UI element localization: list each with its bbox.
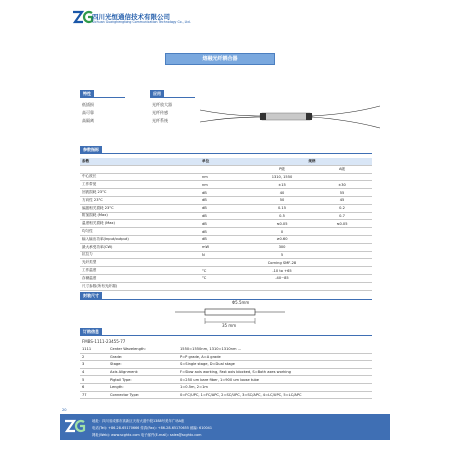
spec-cell: 1310, 1550 (252, 173, 312, 181)
ordering-cell: 4 (80, 368, 108, 376)
footer-web: 网址(Web): www.scghtx.com 电子邮件(E-mail): sales@scghtx.com (92, 433, 202, 437)
spec-cell (312, 259, 372, 267)
spec-cell: 附加损耗 (Max) (80, 212, 200, 220)
ordering-cell: 1=0.5m, 2=1m (178, 383, 372, 391)
ordering-cell: 77 (80, 391, 108, 399)
spec-cell (312, 235, 372, 243)
spec-cell: 5 (252, 251, 312, 259)
coupler-product-image (200, 96, 380, 136)
spec-cell: 55 (312, 189, 372, 197)
spec-row (80, 181, 372, 189)
ordering-table (80, 346, 372, 399)
page-title: 熔融光纤耦合器 (165, 53, 275, 65)
spec-row (80, 251, 372, 259)
spec-cell: 回波损耗 23°C (80, 189, 200, 197)
spec-cell: dB (200, 220, 252, 228)
spec-cell: dB (200, 204, 252, 212)
footer-logo (64, 418, 86, 434)
ordering-cell: Pigtail Type: (108, 376, 178, 384)
ordering-cell: S=Single stage, D=Dual stage (178, 361, 372, 369)
dimensions-label: 封装尺寸 (80, 292, 102, 299)
spec-cell (312, 282, 372, 290)
spec-cell (200, 165, 252, 173)
specs-divider (80, 153, 372, 154)
ordering-cell: Stage: (108, 361, 178, 369)
company-name-cn: 四川光恒通信技术有限公司 (92, 13, 170, 21)
spec-row (80, 196, 372, 204)
spec-cell: dB (200, 235, 252, 243)
ordering-row (80, 361, 372, 369)
spec-cell: 尺寸参数(所有光纤端) (80, 282, 200, 290)
ordering-row (80, 391, 372, 399)
spec-cell: ±30 (312, 181, 372, 189)
dimension-diameter: Φ5.5mm (232, 300, 250, 305)
features-divider (80, 97, 125, 98)
spec-header-unit: 单位 (200, 158, 252, 165)
spec-row (80, 274, 372, 282)
spec-cell: ±15 (252, 181, 312, 189)
spec-row (80, 189, 372, 197)
ordering-cell: Center Wavelength: (108, 346, 178, 353)
spec-cell: 偏振相关损耗 23°C (80, 204, 200, 212)
spec-cell: 0.15 (252, 204, 312, 212)
spec-cell: 0.7 (312, 212, 372, 220)
spec-cell: 0 (252, 228, 312, 236)
company-name-en: Sichuan Guanghengtong Communication Technology Co., Ltd. (92, 20, 191, 24)
ordering-cell: P=P grade, A=A grade (178, 353, 372, 361)
spec-cell: ≤0.05 (252, 220, 312, 228)
application-item: 光纤放大器 (152, 102, 172, 107)
specs-label: 参数指标 (80, 146, 102, 153)
spec-cell: mW (200, 243, 252, 251)
ordering-row (80, 368, 372, 376)
footer-address: 地址：四川省成都市高新区天府大道中段1388号美年广场A座 (92, 419, 185, 423)
ordering-code: FMBS-1111-23455-77 (82, 339, 126, 344)
spec-header-spec: 规格 (252, 158, 372, 165)
spec-row (80, 235, 372, 243)
spec-cell: 最大承受功率(CW) (80, 243, 200, 251)
spec-cell: dB (200, 212, 252, 220)
applications-label: 应用 (150, 90, 164, 97)
spec-cell: 40 (252, 189, 312, 197)
feature-item: 低插损 (82, 102, 94, 107)
ordering-label: 订购信息 (80, 328, 102, 335)
footer-bar (60, 414, 390, 440)
spec-cell: 300 (252, 243, 312, 251)
spec-header-row (80, 158, 372, 165)
spec-cell: nm (200, 181, 252, 189)
spec-row (80, 173, 372, 181)
ordering-cell: F=Slow axis working, Fast axis blocked, S=Both axes working (178, 368, 372, 376)
spec-cell: 温度相关损耗 (Max) (80, 220, 200, 228)
spec-cell: °C (200, 274, 252, 282)
spec-cell: dB (200, 196, 252, 204)
feature-item: 高可靠 (82, 110, 94, 115)
spec-grade-p: P级 (252, 165, 312, 173)
applications-divider (150, 97, 195, 98)
ordering-cell: Axis Alignment: (108, 368, 178, 376)
footer-phone: 电话(Tel): +86-28-65170666 传真(Fax): +86-28-65170655 邮编: 610041 (92, 426, 212, 430)
ordering-row (80, 353, 372, 361)
ordering-cell: 0=FC/UPC, 1=FC/APC, 2=SC/UPC, 3=SC/APC, 4=LC/UPC, 5=LC/APC (178, 391, 372, 399)
spec-row (80, 282, 372, 290)
ordering-divider (80, 335, 372, 336)
spec-cell: dB (200, 228, 252, 236)
spec-cell: dB (200, 189, 252, 197)
spec-row (80, 204, 372, 212)
spec-row (80, 267, 372, 275)
spec-cell (312, 243, 372, 251)
page-number: 20 (62, 408, 67, 412)
spec-cell: 50 (252, 196, 312, 204)
features-label: 特性 (80, 90, 94, 97)
spec-cell (312, 228, 372, 236)
spec-row (80, 212, 372, 220)
spec-cell (200, 282, 252, 290)
application-item: 光纤系统 (152, 118, 168, 123)
spec-row (80, 259, 372, 267)
ordering-row (80, 346, 372, 353)
spec-cell: N (200, 251, 252, 259)
spec-cell (312, 173, 372, 181)
spec-cell: 方向性 23°C (80, 196, 200, 204)
spec-cell: 45 (312, 196, 372, 204)
spec-subheader-row (80, 165, 372, 173)
spec-cell: 0.2 (312, 204, 372, 212)
ordering-cell: 2 (80, 353, 108, 361)
spec-cell: Corning SMF-28 (252, 259, 312, 267)
spec-row (80, 220, 372, 228)
spec-cell: 工作温度 (80, 267, 200, 275)
spec-cell: 均匀性 (80, 228, 200, 236)
company-logo (72, 10, 94, 24)
spec-cell: -10 to +65 (252, 267, 312, 275)
spec-row (80, 243, 372, 251)
ordering-row (80, 383, 372, 391)
spec-cell (200, 259, 252, 267)
ordering-cell: Connector Type: (108, 391, 178, 399)
spec-table (80, 158, 372, 291)
ordering-cell: 1550=1550nm, 1310=1310nm ... (178, 346, 372, 353)
ordering-cell: Length: (108, 383, 178, 391)
spec-cell: nm (200, 173, 252, 181)
spec-cell (252, 282, 312, 290)
application-item: 光纤传感 (152, 110, 168, 115)
spec-cell (312, 267, 372, 275)
spec-cell: ≤0.05 (312, 220, 372, 228)
spec-cell: -40~85 (252, 274, 312, 282)
ordering-cell: 6 (80, 383, 108, 391)
ordering-row (80, 376, 372, 384)
spec-cell: 中心波长 (80, 173, 200, 181)
spec-cell: °C (200, 267, 252, 275)
ordering-cell: 1111 (80, 346, 108, 353)
spec-row (80, 228, 372, 236)
ordering-cell: 0=250 um bare fiber, 1=900 um loose tube (178, 376, 372, 384)
spec-cell: 输入输出功率(Input/output) (80, 235, 200, 243)
spec-grade-a: A级 (312, 165, 372, 173)
spec-cell: 光纤类型 (80, 259, 200, 267)
spec-cell: 工作带宽 (80, 181, 200, 189)
spec-cell: 0.5 (252, 212, 312, 220)
spec-cell: 存储温度 (80, 274, 200, 282)
spec-header-param: 参数 (80, 158, 200, 165)
ordering-cell: Grade: (108, 353, 178, 361)
ordering-cell: 5 (80, 376, 108, 384)
spec-cell: 抗拉力 (80, 251, 200, 259)
spec-cell (80, 165, 200, 173)
ordering-cell: 3 (80, 361, 108, 369)
spec-cell (312, 274, 372, 282)
spec-cell (312, 251, 372, 259)
spec-cell: ≥0.60 (252, 235, 312, 243)
feature-item: 高隔离 (82, 118, 94, 123)
dimension-length: 35 mm (222, 323, 237, 328)
